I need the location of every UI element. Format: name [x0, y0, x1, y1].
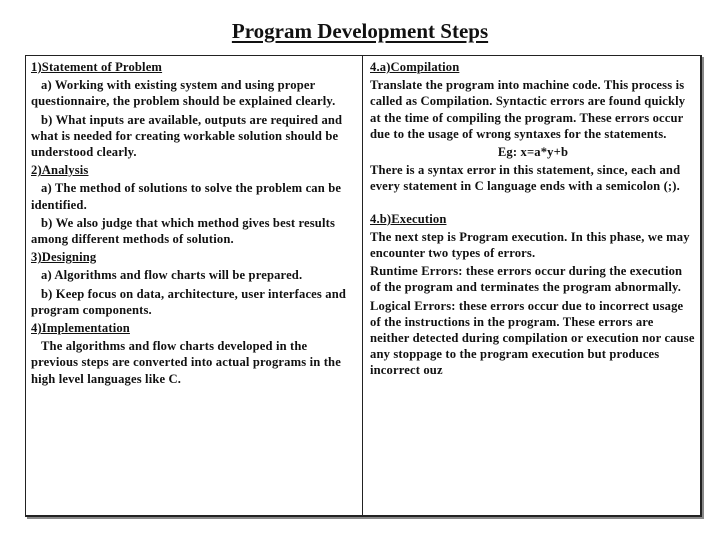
example-line: Eg: x=a*y+b [497, 145, 569, 160]
page-title [0, 18, 720, 44]
paragraph: a) Working with existing system and using proper questionnaire, the problem should be explained clearly. [31, 78, 336, 109]
paragraph: Runtime Errors: these errors occur during the execution of the program and terminates the program abnormally. [370, 264, 683, 295]
section-heading-designing: 3)Designing [31, 250, 97, 265]
section-heading-execution: 4.b)Execution [370, 211, 447, 226]
paragraph: b) We also judge that which method gives best results among different methods of solution. [31, 215, 336, 247]
paragraph: b) Keep focus on data, architecture, user interfaces and program components. [31, 286, 347, 317]
paragraph: a) The method of solutions to solve the problem can be identified. [31, 181, 342, 212]
column-divider [362, 56, 363, 515]
paragraph: The next step is Program execution. In this phase, we may encounter two types of errors. [370, 229, 690, 261]
content-table [25, 55, 702, 517]
section-heading-compilation: 4.a)Compilation [370, 60, 460, 74]
right-column [370, 59, 696, 381]
paragraph: b) What inputs are available, outputs are required and what is needed for creating workable solution should be understood clearly. [31, 112, 343, 160]
paragraph: Logical Errors: these errors occur due to incorrect usage of the instructions in the program. These errors are neither detected during compilation or execution nor cause any stoppage to the program execution but produces incorrect ouz [370, 298, 695, 378]
paragraph: The algorithms and flow charts developed in the previous steps are converted into actual programs in the high level languages like C. [31, 339, 341, 386]
page-title-text: Program Development Steps [231, 19, 489, 43]
left-column [31, 59, 353, 389]
section-heading-implementation: 4)Implementation [31, 321, 130, 336]
paragraph: a) Algorithms and flow charts will be prepared. [41, 268, 303, 283]
section-heading-analysis: 2)Analysis [31, 163, 89, 178]
section-heading-statement: 1)Statement of Problem [31, 60, 163, 74]
paragraph: There is a syntax error in this statement, since, each and every statement in C language ends with a semicolon (;). [370, 163, 681, 194]
paragraph: Translate the program into machine code. This process is called as Compilation. Syntactic errors are found quickly at the time of compiling the program. These errors occur due to the usage of wrong syntaxes for the statements. [370, 78, 686, 141]
